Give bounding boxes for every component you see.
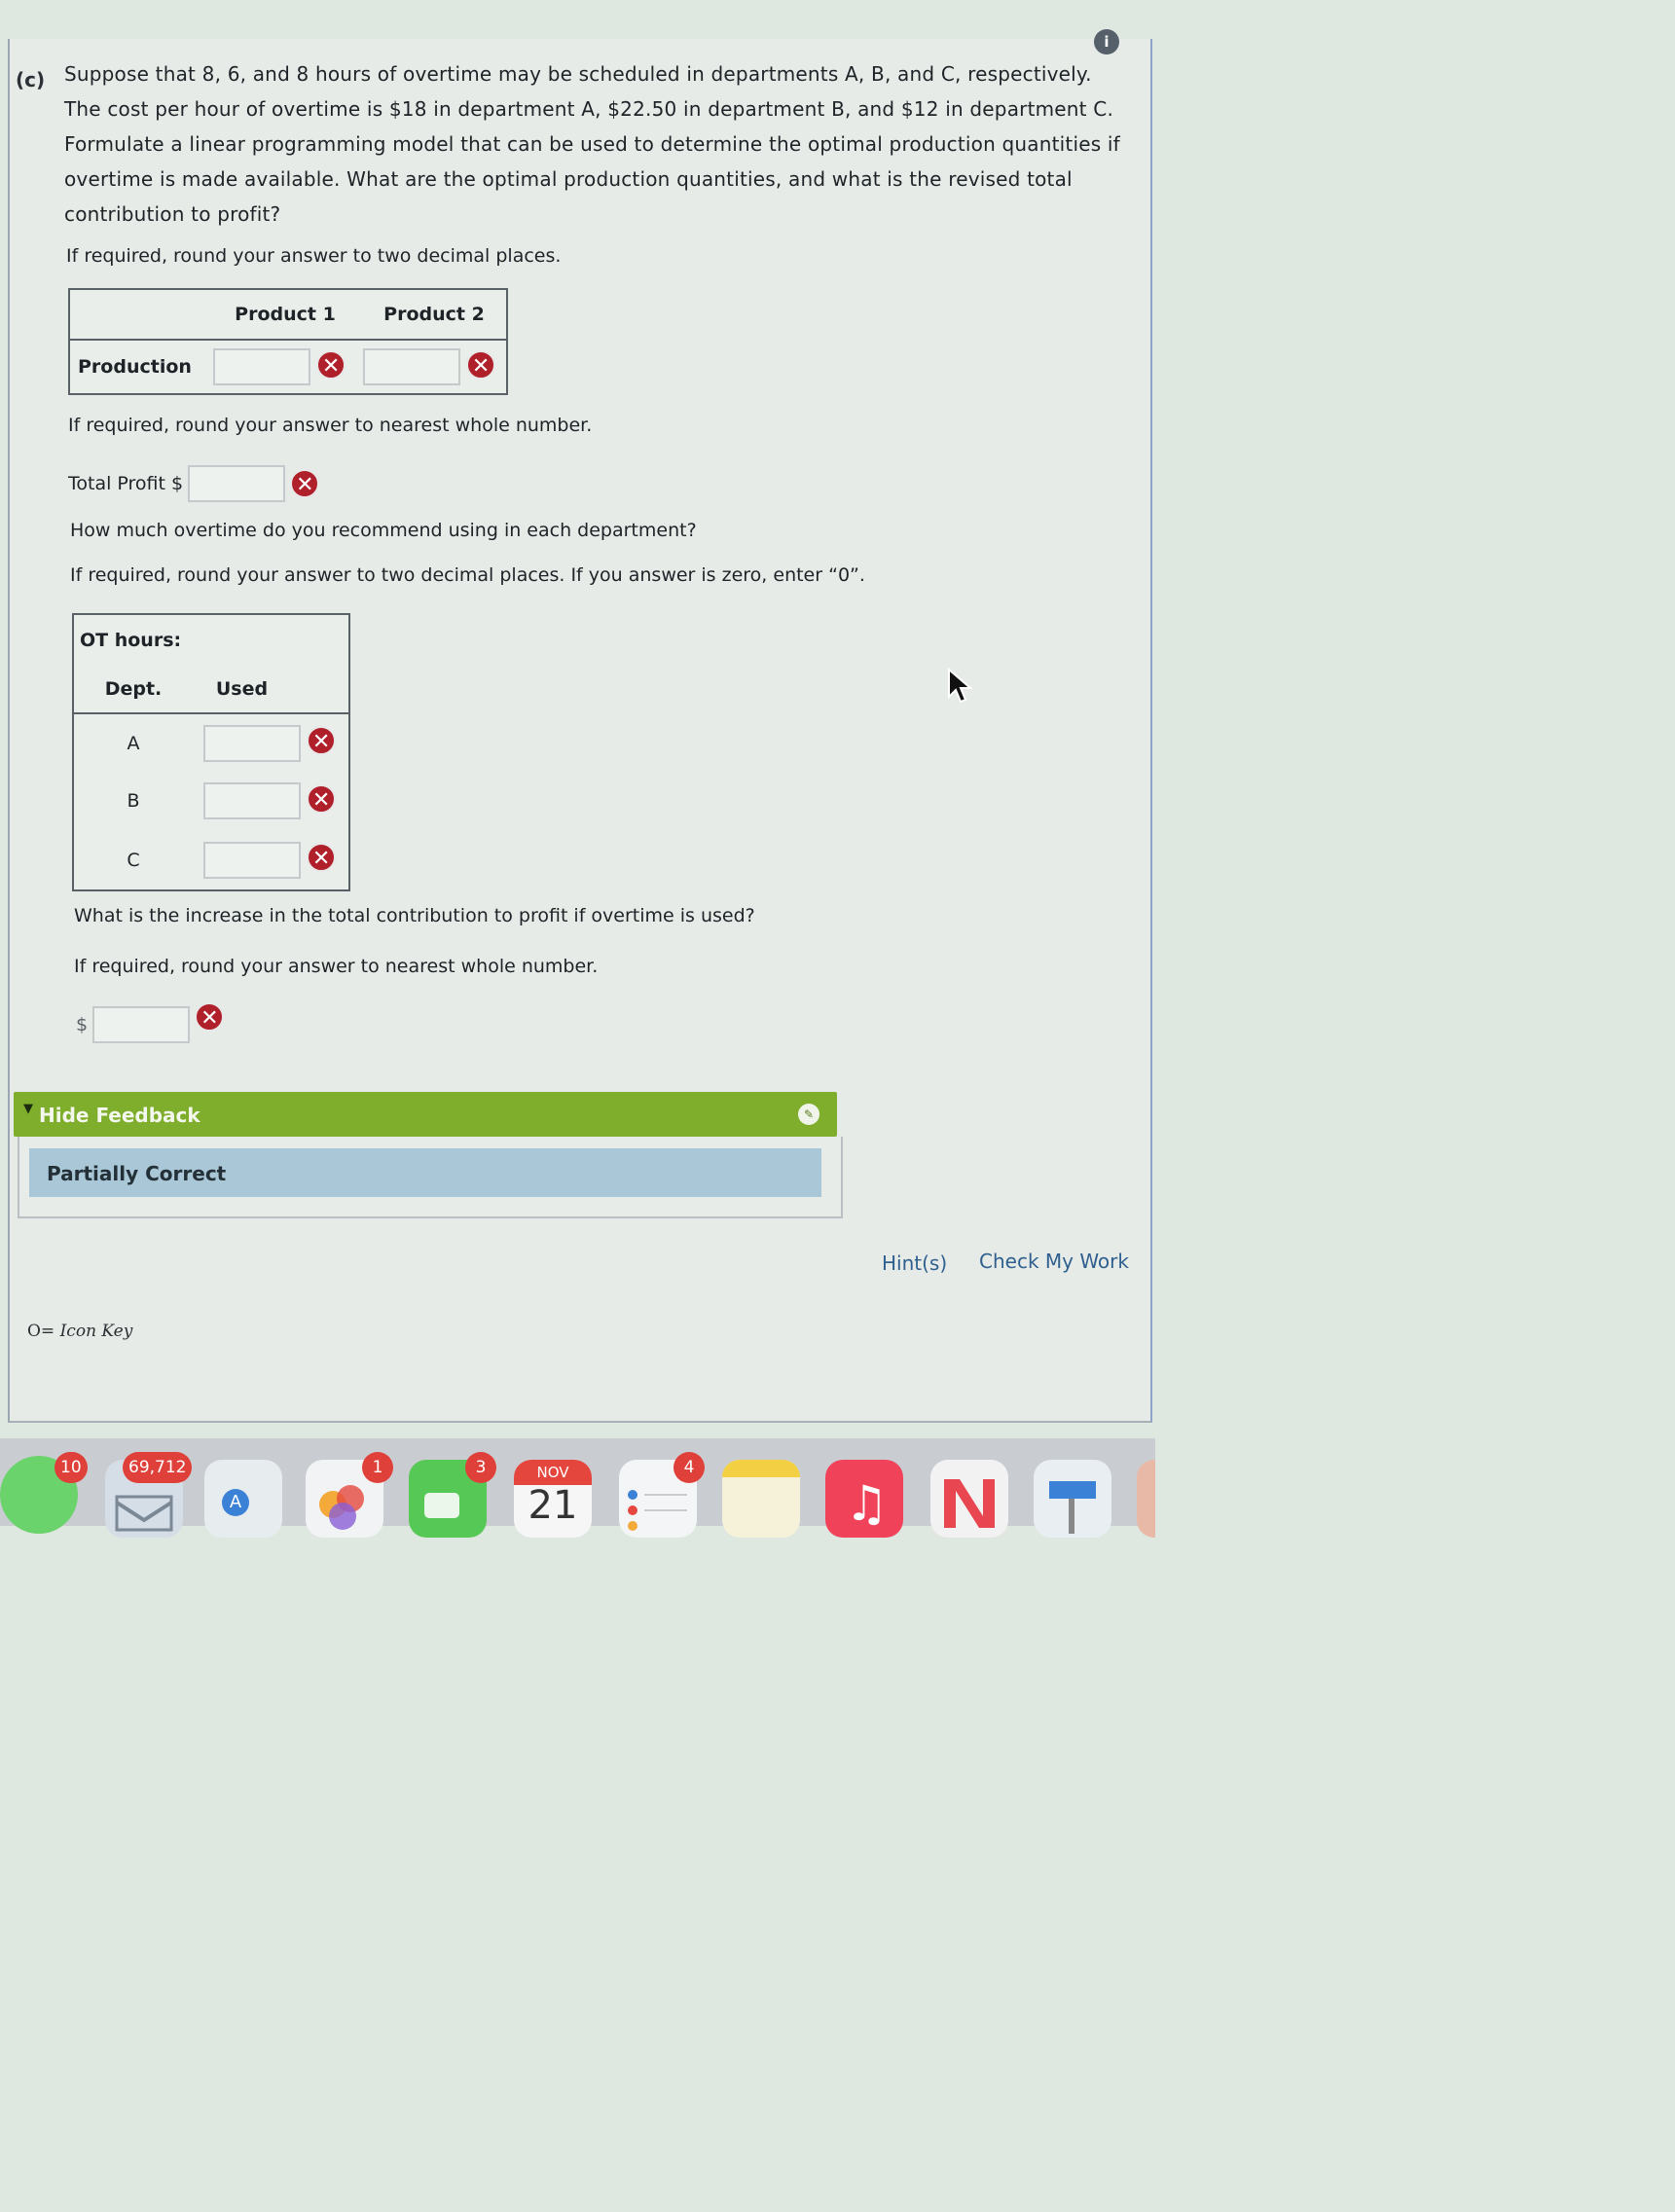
product-1-input[interactable] [213,348,310,385]
notes-app-icon[interactable] [722,1460,800,1538]
production-row-label: Production [78,356,192,378]
icon-key-label: Icon Key [59,1322,133,1341]
question-line: Formulate a linear programming model that can be used to determine the optimal production quantities if [64,132,1120,156]
currency-symbol: $ [76,1014,89,1035]
question-line: overtime is made available. What are the optimal production quantities, and what is the revised total [64,167,1073,191]
overtime-question: How much overtime do you recommend using in each department? [70,520,697,541]
maps-app-icon[interactable]: A [204,1460,282,1538]
dept-header: Dept. [104,677,163,700]
part-label: (c) [16,68,46,91]
incorrect-icon: ✕ [316,350,346,380]
icon-key[interactable] [27,1322,132,1341]
dept-b-cell [193,772,349,830]
facetime-badge: 3 [465,1452,496,1483]
incorrect-icon: ✕ [307,726,336,755]
hints-link[interactable]: Hint(s) [882,1251,948,1275]
ot-hours-title: OT hours: [80,629,182,651]
total-profit-row [68,465,319,502]
production-table [68,288,508,395]
feedback-status [29,1148,821,1197]
photos-badge: 1 [362,1452,393,1483]
incorrect-icon: ✕ [307,784,336,814]
dept-c-cell [193,830,349,890]
partial-app-icon[interactable] [1137,1460,1155,1538]
increase-row [76,1006,224,1043]
reminders-badge: 4 [674,1452,705,1483]
calendar-day: 21 [528,1483,578,1528]
check-my-work-link[interactable]: Check My Work [979,1250,1129,1273]
total-profit-input[interactable] [188,465,285,502]
profit-instruction: If required, round your answer to nearest whole number. [68,415,593,436]
news-app-icon[interactable] [930,1460,1008,1538]
empty-header [69,289,208,340]
production-instruction: If required, round your answer to two decimal places. [66,245,562,267]
overtime-table [72,613,350,891]
incorrect-icon: ✕ [307,843,336,872]
dept-label: C [127,849,140,871]
feedback-status-text: Partially Correct [47,1162,227,1185]
dept-a-cell [193,713,349,772]
calendar-month: NOV [514,1460,592,1485]
question-text [64,56,1135,232]
info-icon[interactable]: i [1094,29,1119,54]
increase-instruction: If required, round your answer to nearest whole number. [74,956,599,977]
dept-c-used-input[interactable] [203,842,301,879]
incorrect-icon: ✕ [466,350,495,380]
total-profit-label: Total Profit $ [68,473,184,494]
mail-badge: 69,712 [123,1452,192,1483]
calendar-app-icon[interactable] [514,1460,592,1538]
triangle-down-icon: ▼ [23,1102,33,1116]
used-header: Used [215,677,269,700]
incorrect-icon: ✕ [290,469,319,498]
increase-input[interactable] [92,1006,190,1043]
feedback-toggle[interactable] [14,1092,837,1137]
incorrect-icon: ✕ [195,1002,224,1032]
product-2-input[interactable] [363,348,460,385]
dept-a-used-input[interactable] [203,725,301,762]
key-icon: O= [27,1322,55,1341]
mouse-cursor-icon [946,668,975,707]
product-2-cell [362,340,507,394]
dept-label: A [127,732,140,754]
keynote-app-icon[interactable] [1034,1460,1111,1538]
product-1-cell [208,340,362,394]
hide-feedback-label: Hide Feedback [39,1104,200,1127]
dept-label: B [127,790,140,812]
dock [0,1438,1155,1532]
product-1-header: Product 1 [235,304,336,325]
overtime-instruction: If required, round your answer to two decimal places. If you answer is zero, enter “0”. [70,564,865,586]
question-line: contribution to profit? [64,202,281,226]
messages-badge: 10 [55,1452,88,1483]
product-2-header: Product 2 [383,304,485,325]
increase-question: What is the increase in the total contribution to profit if overtime is used? [74,905,755,926]
pencil-icon[interactable]: ✎ [798,1104,819,1125]
music-app-icon[interactable]: ♫ [825,1460,903,1538]
question-line: The cost per hour of overtime is $18 in department A, $22.50 in department B, and $12 in department C. [64,97,1114,121]
question-line: Suppose that 8, 6, and 8 hours of overtime may be scheduled in departments A, B, and C, respectively. [64,62,1092,86]
dept-b-used-input[interactable] [203,782,301,819]
